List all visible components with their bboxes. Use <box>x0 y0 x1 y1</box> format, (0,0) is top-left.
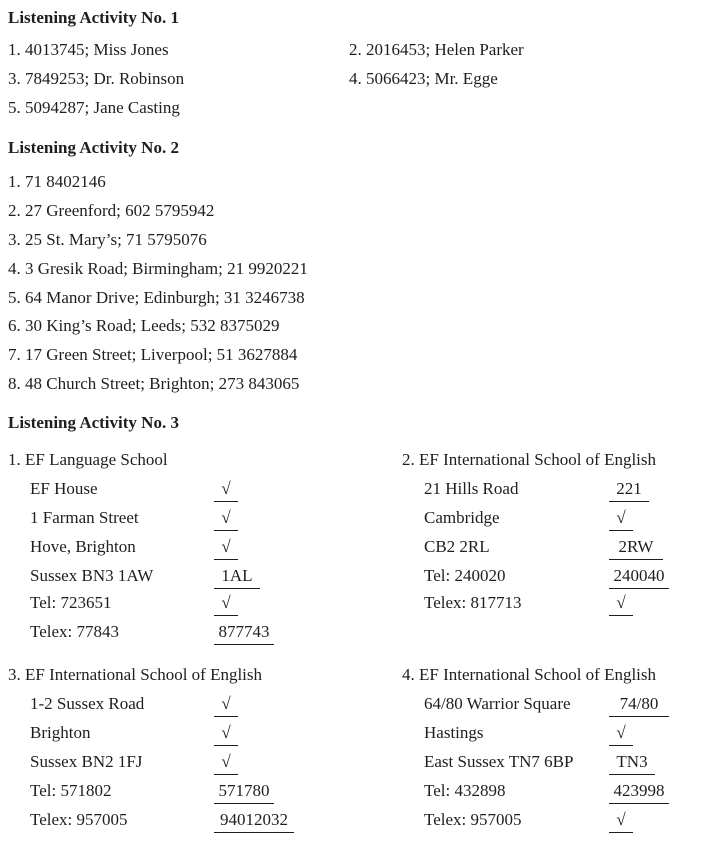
answer-blank: √ <box>214 694 238 717</box>
activity2-item: 5. 64 Manor Drive; Edinburgh; 31 3246738 <box>8 288 305 307</box>
answer-blank: √ <box>609 593 633 616</box>
activity2-item: 7. 17 Green Street; Liverpool; 51 3627884 <box>8 345 298 364</box>
address-line: 64/80 Warrior Square <box>424 694 571 713</box>
address-line: 1-2 Sussex Road <box>30 694 145 713</box>
address-line: Sussex BN2 1FJ <box>30 752 143 771</box>
address-line: Tel: 240020 <box>424 566 506 585</box>
activity2-item: 8. 48 Church Street; Brighton; 273 843065 <box>8 374 300 393</box>
answer-blank: 2RW <box>609 537 663 560</box>
address-line: Brighton <box>30 723 91 742</box>
answer-blank: √ <box>214 752 238 775</box>
answer-blank: √ <box>609 508 633 531</box>
address-line: East Sussex TN7 6BP <box>424 752 574 771</box>
activity2-item: 1. 71 8402146 <box>8 172 106 191</box>
address-line: Tel: 432898 <box>424 781 506 800</box>
activity2-heading: Listening Activity No. 2 <box>8 138 179 157</box>
answer-blank: 1AL <box>214 566 260 589</box>
address-line: CB2 2RL <box>424 537 490 556</box>
answer-blank: 74/80 <box>609 694 669 717</box>
answer-blank: √ <box>214 593 238 616</box>
activity1-heading: Listening Activity No. 1 <box>8 8 179 27</box>
answer-blank: 94012032 <box>214 810 294 833</box>
answer-blank: 877743 <box>214 622 274 645</box>
school-title: 1. EF Language School <box>8 450 168 469</box>
activity1-item: 5. 5094287; Jane Casting <box>8 98 180 117</box>
answer-blank: √ <box>214 508 238 531</box>
address-line: Sussex BN3 1AW <box>30 566 154 585</box>
activity2-item: 2. 27 Greenford; 602 5795942 <box>8 201 215 220</box>
address-line: Telex: 957005 <box>30 810 128 829</box>
answer-blank: 423998 <box>609 781 669 804</box>
address-line: Hastings <box>424 723 484 742</box>
activity1-item: 1. 4013745; Miss Jones <box>8 40 169 59</box>
activity1-item: 3. 7849253; Dr. Robinson <box>8 69 185 88</box>
address-line: Tel: 723651 <box>30 593 112 612</box>
school-title: 3. EF International School of English <box>8 665 263 684</box>
address-line: 1 Farman Street <box>30 508 139 527</box>
address-line: Telex: 77843 <box>30 622 119 641</box>
activity2-item: 3. 25 St. Mary’s; 71 5795076 <box>8 230 207 249</box>
address-line: 21 Hills Road <box>424 479 519 498</box>
activity1-item: 2. 2016453; Helen Parker <box>349 40 524 59</box>
answer-blank: 221 <box>609 479 649 502</box>
activity2-item: 6. 30 King’s Road; Leeds; 532 8375029 <box>8 316 280 335</box>
school-title: 4. EF International School of English <box>402 665 657 684</box>
answer-blank: 240040 <box>609 566 669 589</box>
address-line: Tel: 571802 <box>30 781 112 800</box>
address-line: Telex: 817713 <box>424 593 522 612</box>
address-line: Telex: 957005 <box>424 810 522 829</box>
answer-blank: √ <box>214 479 238 502</box>
address-line: EF House <box>30 479 98 498</box>
answer-blank: 571780 <box>214 781 274 804</box>
activity3-heading: Listening Activity No. 3 <box>8 413 179 432</box>
address-line: Cambridge <box>424 508 500 527</box>
answer-blank: √ <box>214 537 238 560</box>
answer-blank: √ <box>609 723 633 746</box>
activity1-item: 4. 5066423; Mr. Egge <box>349 69 498 88</box>
school-title: 2. EF International School of English <box>402 450 657 469</box>
answer-blank: √ <box>214 723 238 746</box>
answer-blank: √ <box>609 810 633 833</box>
answer-blank: TN3 <box>609 752 655 775</box>
address-line: Hove, Brighton <box>30 537 136 556</box>
activity2-item: 4. 3 Gresik Road; Birmingham; 21 9920221 <box>8 259 308 278</box>
